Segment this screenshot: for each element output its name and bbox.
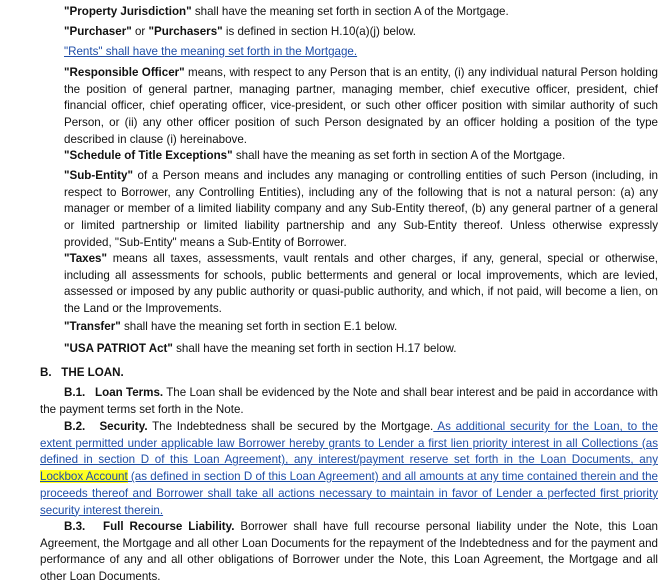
highlighted-term-lockbox-account: Lockbox Account (40, 470, 128, 484)
clause-title: Loan Terms. (95, 386, 164, 399)
definition-schedule-title-exceptions (64, 148, 658, 165)
definition-text: means, with respect to any Person that is an entity, (i) any individual natural Person holding the position of general partner, managing partner, managing member, chief executive officer, president, chief financial officer, chief operating officer, vice-president, or such other officer position with similar authority of such Person, or (ii) any other officer position of such Person designated by an officer holding a position of the type described in clause (i) hereinabove. (64, 66, 658, 146)
definition-text: shall have the meaning set forth in section H.17 below. (172, 342, 457, 355)
definition-text-inserted: "Rents" shall have the meaning set forth in the Mortgage. (64, 45, 358, 58)
clause-number: B.3. (64, 520, 86, 533)
defined-term: "Purchasers" (148, 25, 223, 38)
definition-text: shall have the meaning set forth in section E.1 below. (120, 320, 398, 333)
clause-title: Full Recourse Liability. (103, 520, 235, 533)
definition-text: shall have the meaning set forth in section A of the Mortgage. (191, 5, 509, 18)
definition-transfer (64, 319, 658, 336)
definition-taxes (64, 251, 658, 318)
clause-number: B.1. (64, 386, 86, 399)
clause-number: B.2. (64, 420, 86, 433)
definition-responsible-officer (64, 65, 658, 149)
definition-sub-entity (64, 168, 658, 252)
section-heading-the-loan: B. THE LOAN. (40, 366, 124, 379)
definition-text: is defined in section H.10(a)(j) below. (222, 25, 416, 38)
definition-text: means all taxes, assessments, vault rentals and other charges, if any, general, special or otherwise, including all assessments for schools, public betterments and general or local improvements, which are levied, assessed or imposed by any public authority or quasi-public authority, and which, if not paid, will become a lien, on the Land or the Improvements. (64, 252, 658, 316)
definition-text: shall have the meaning as set forth in section A of the Mortgage. (232, 149, 566, 162)
definition-text: of a Person means and includes any managing or controlling entities of such Person (including, in respect to Borrower, any Controlling Entities), including any of the following that is not a natural person: (a) any manager or member of a limited liability company and any Sub-Entity thereof, (b) any general partner of a general or limited partnership or limited liability partnership and any Sub-Entity thereof. Unless otherwise expressly provided, "Sub-Entity" means a Sub-Entity of Borrower. (64, 169, 658, 249)
defined-term: "Property Jurisdiction" (64, 5, 192, 18)
definition-usa-patriot-act (64, 341, 658, 358)
defined-term: "Transfer" (64, 320, 121, 333)
defined-term: "Purchaser" (64, 25, 132, 38)
definition-rents (64, 44, 658, 61)
defined-term: "USA PATRIOT Act" (64, 342, 173, 355)
clause-text-inserted: As additional security for the Loan, to the extent permitted under applicable law Borrower hereby grants to Lender a first lien priority interest in all Collections (as defined in section D of this Loan Agreement), any interest/payment reserve set forth in the Loan Documents, any (40, 420, 658, 467)
definition-property-jurisdiction (64, 4, 658, 21)
defined-term: "Responsible Officer" (64, 66, 185, 79)
clause-text: The Loan shall be evidenced by the Note and shall bear interest and be paid in accordance with the payment terms set forth in the Note. (40, 386, 658, 416)
clause-b3-full-recourse-liability (40, 519, 658, 586)
clause-b1-loan-terms (40, 385, 658, 419)
clause-text-inserted: (as defined in section D of this Loan Agreement) and all amounts at any time contained therein and the proceeds thereof and Borrower shall take all actions necessary to maintain in favor of Lender a perfected first priority security interest therein. (40, 470, 658, 517)
clause-b2-security (40, 419, 658, 519)
clause-text: Borrower shall have full recourse personal liability under the Note, this Loan Agreement, the Mortgage and all other Loan Documents for the repayment of the Indebtedness and for the payment and performance of any and all other obligations of Borrower under the Note, this Loan Agreement, the Mortgage and all other Loan Documents. (40, 520, 658, 584)
defined-term: "Taxes" (64, 252, 108, 265)
clause-title: Security. (99, 420, 148, 433)
definition-text: or (131, 25, 149, 38)
definition-purchaser (64, 24, 658, 41)
defined-term: "Sub-Entity" (64, 169, 133, 182)
clause-text: The Indebtedness shall be secured by the Mortgage. (147, 420, 434, 433)
defined-term: "Schedule of Title Exceptions" (64, 149, 233, 162)
